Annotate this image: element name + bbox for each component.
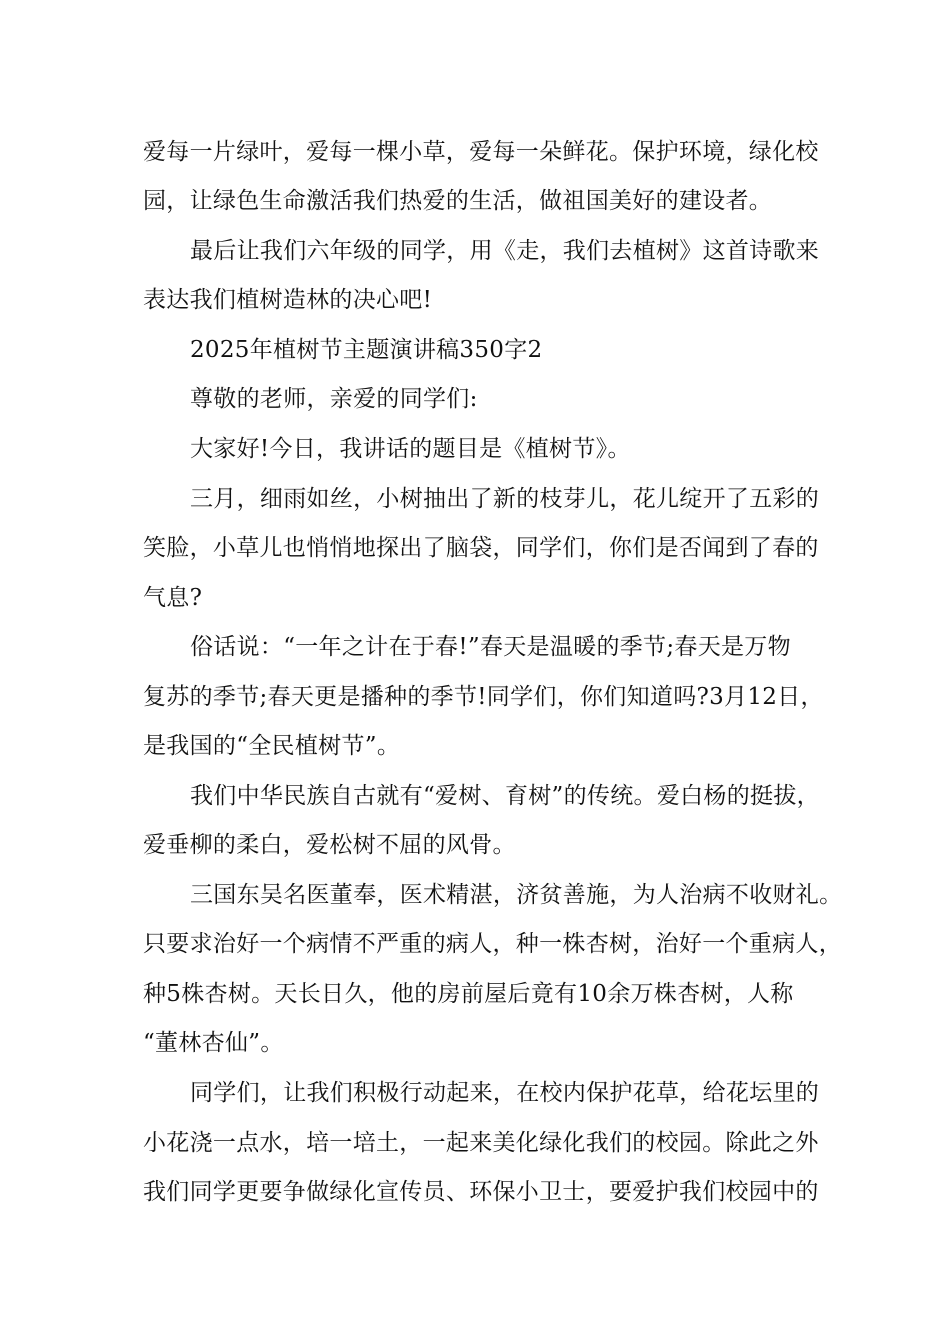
- paragraph-start: 俗话说：“一年之计在于春!”春天是温暖的季节;春天是万物: [190, 634, 791, 660]
- text-line: “董林杏仙”。: [143, 1030, 284, 1056]
- section-title: 2025年植树节主题演讲稿350字2: [190, 337, 543, 363]
- paragraph-start: 同学们，让我们积极行动起来，在校内保护花草，给花坛里的: [190, 1080, 820, 1106]
- paragraph-start: 我们中华民族自古就有“爱树、育树”的传统。爱白杨的挺拔，: [190, 783, 820, 809]
- text-line: 表达我们植树造林的决心吧!: [143, 287, 433, 313]
- paragraph-start: 大家好!今日，我讲话的题目是《植树节》。: [190, 436, 631, 462]
- text-line: 只要求治好一个病情不严重的病人，种一株杏树，治好一个重病人，: [143, 931, 842, 957]
- text-line: 爱每一片绿叶，爱每一棵小草，爱每一朵鲜花。保护环境，绿化校: [143, 139, 819, 165]
- paragraph-start: 三月，细雨如丝，小树抽出了新的枝芽儿，花儿绽开了五彩的: [190, 486, 820, 512]
- text-line: 笑脸，小草儿也悄悄地探出了脑袋，同学们，你们是否闻到了春的: [143, 535, 819, 561]
- text-line: 爱垂柳的柔白，爱松树不屈的风骨。: [143, 832, 516, 858]
- text-line: 气息?: [143, 585, 203, 611]
- text-line: 是我国的“全民植树节”。: [143, 733, 401, 759]
- paragraph-start: 最后让我们六年级的同学，用《走，我们去植树》这首诗歌来: [190, 238, 820, 264]
- text-line: 我们同学更要争做绿化宣传员、环保小卫士，要爱护我们校园中的: [143, 1179, 819, 1205]
- text-line: 园，让绿色生命激活我们热爱的生活，做祖国美好的建设者。: [143, 188, 773, 214]
- greeting: 尊敬的老师，亲爱的同学们:: [190, 386, 478, 412]
- text-line: 小花浇一点水，培一培土，一起来美化绿化我们的校园。除此之外: [143, 1130, 819, 1156]
- paragraph-start: 三国东吴名医董奉，医术精湛，济贫善施，为人治病不收财礼。: [190, 882, 843, 908]
- text-line: 种5株杏树。天长日久，他的房前屋后竟有10余万株杏树，人称: [143, 981, 794, 1007]
- text-line: 复苏的季节;春天更是播种的季节!同学们，你们知道吗?3月12日，: [143, 684, 824, 710]
